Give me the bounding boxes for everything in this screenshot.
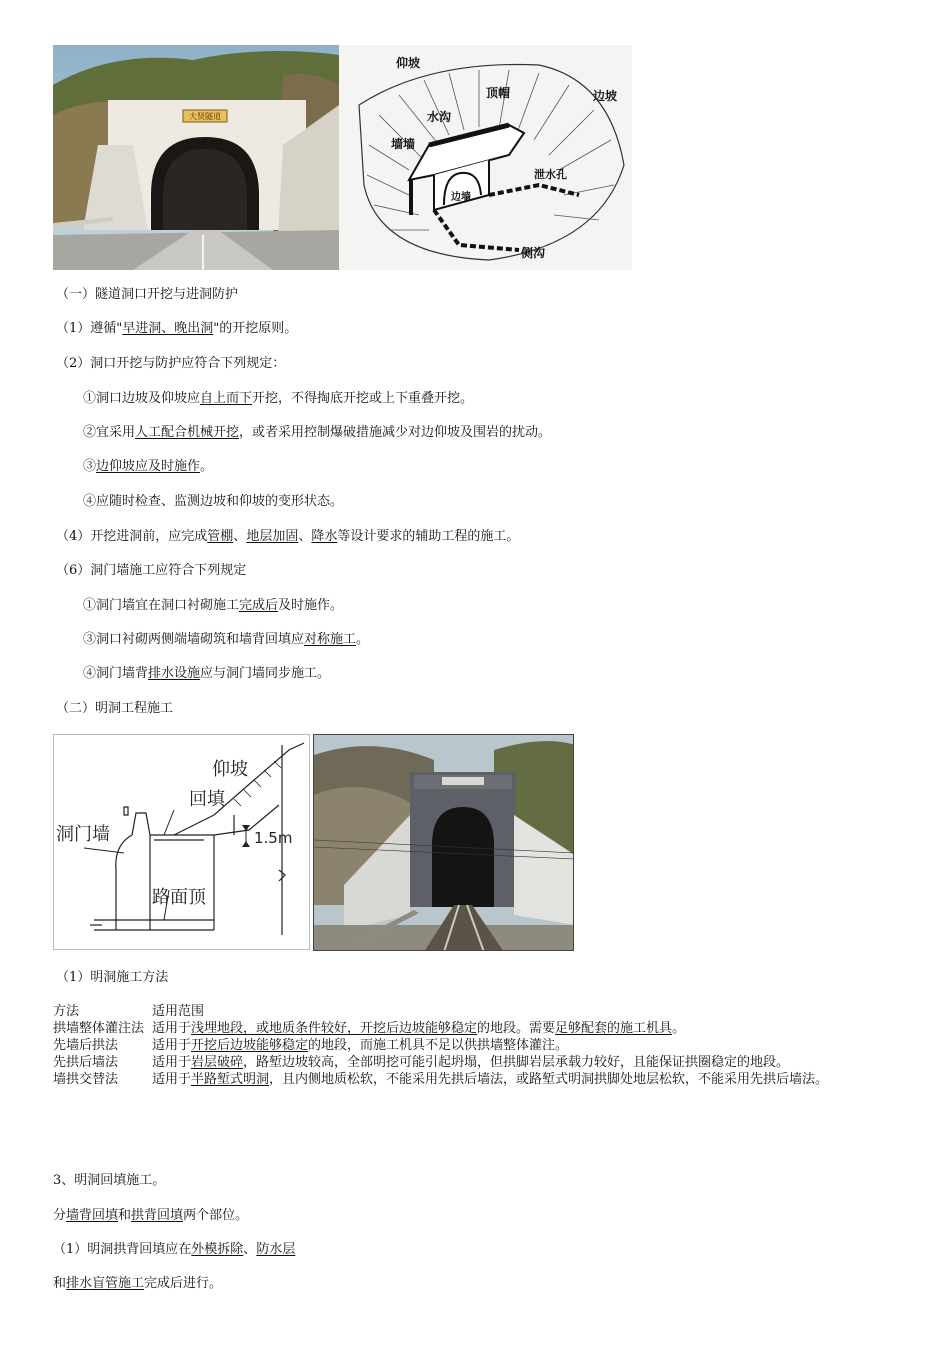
table-row	[53, 1020, 903, 1037]
table-header-method: 方法	[53, 1004, 80, 1019]
label-shuigou: 水沟	[427, 110, 452, 124]
tunnel-portal-photo	[53, 45, 339, 270]
table-header-row	[53, 1003, 903, 1020]
method-scope: 适用于半路堑式明洞，且内侧地质松软，不能采用先拱后墙法，或路堑式明洞拱脚处地层松软，不能采用先拱后墙法。	[152, 1072, 829, 1087]
label-yangpo-2: 仰坡	[212, 759, 248, 780]
pre-excavation-line: （4）开挖进洞前，应完成管棚、地层加固、降水等设计要求的辅助工程的施工。	[56, 529, 520, 544]
rail-tunnel-photo	[313, 734, 574, 951]
backfill-rule-1-cont: 和排水盲管施工完成后进行。	[53, 1276, 223, 1291]
backfill-rule-1: （1）明洞拱背回填应在外模拆除、防水层	[53, 1242, 296, 1257]
method-name: 先拱后墙法	[53, 1055, 119, 1070]
table-row	[53, 1054, 903, 1071]
label-bianpo: 边坡	[593, 89, 618, 103]
label-qiangqiang: 墙墙	[391, 137, 416, 151]
rules-intro: （2）洞口开挖与防护应符合下列规定：	[56, 356, 286, 371]
portal-wall-heading: （6）洞门墙施工应符合下列规定	[56, 563, 247, 578]
backfill-heading: 3、明洞回填施工。	[53, 1173, 166, 1188]
wall-rule-1: ①洞门墙宜在洞口衬砌施工完成后及时施作。	[83, 598, 344, 613]
tunnel-portal-diagram	[339, 45, 632, 270]
wall-rule-4: ④洞门墙背排水设施应与洞门墙同步施工。	[83, 666, 331, 681]
label-xieshuikong: 泄水孔	[534, 168, 567, 181]
method-scope: 适用于开挖后边坡能够稳定的地段，而施工机具不足以供拱墙整体灌注。	[152, 1038, 569, 1053]
label-dongmenqiang: 洞门墙	[56, 824, 110, 845]
rule-1: ①洞口边坡及仰坡应自上而下开挖，不得掏底开挖或上下重叠开挖。	[83, 391, 474, 406]
tunnel-sign-text: 大贤隧道	[189, 112, 221, 121]
table-row	[53, 1071, 903, 1088]
label-cegou: 侧沟	[521, 246, 546, 260]
methods-table	[53, 1003, 903, 1088]
method-scope: 适用于浅埋地段，或地质条件较好，开挖后边坡能够稳定的地段。需要足够配套的施工机具。	[152, 1021, 686, 1036]
section1-heading: （一）隧道洞口开挖与进洞防护	[56, 287, 239, 302]
wall-rule-3: ③洞口衬砌两侧端墙砌筑和墙背回填应对称施工。	[83, 632, 370, 647]
methods-heading: （1）明洞施工方法	[56, 970, 169, 985]
principle-line: （1）遵循"早进洞、晚出洞"的开挖原则。	[56, 321, 298, 336]
label-dingmao: 顶帽	[486, 86, 511, 100]
backfill-parts: 分墙背回填和拱背回填两个部位。	[53, 1208, 249, 1223]
table-row	[53, 1037, 903, 1054]
label-height-1-5m: 1.5m	[254, 829, 293, 847]
method-name: 先墙后拱法	[53, 1038, 119, 1053]
open-cut-diagram	[53, 734, 310, 950]
label-yangpo: 仰坡	[396, 56, 421, 70]
section2-heading: （二）明洞工程施工	[56, 701, 174, 716]
label-huitian: 回填	[189, 789, 225, 810]
method-name: 拱墙整体灌注法	[53, 1021, 145, 1036]
rule-4: ④应随时检查、监测边坡和仰坡的变形状态。	[83, 494, 344, 509]
label-lumianding: 路面顶	[152, 887, 206, 908]
method-scope: 适用于岩层破碎，路堑边坡较高，全部明挖可能引起坍塌，但拱脚岩层承载力较好，且能保证拱圈稳定的地段。	[152, 1055, 790, 1070]
rule-2: ②宜采用人工配合机械开挖，或者采用控制爆破措施减少对边仰坡及围岩的扰动。	[83, 425, 552, 440]
rule-3: ③边仰坡应及时施作。	[83, 459, 214, 474]
method-name: 墙拱交替法	[53, 1072, 119, 1087]
label-bianqiang: 边墙	[451, 192, 471, 203]
table-header-scope: 适用范围	[152, 1004, 205, 1019]
